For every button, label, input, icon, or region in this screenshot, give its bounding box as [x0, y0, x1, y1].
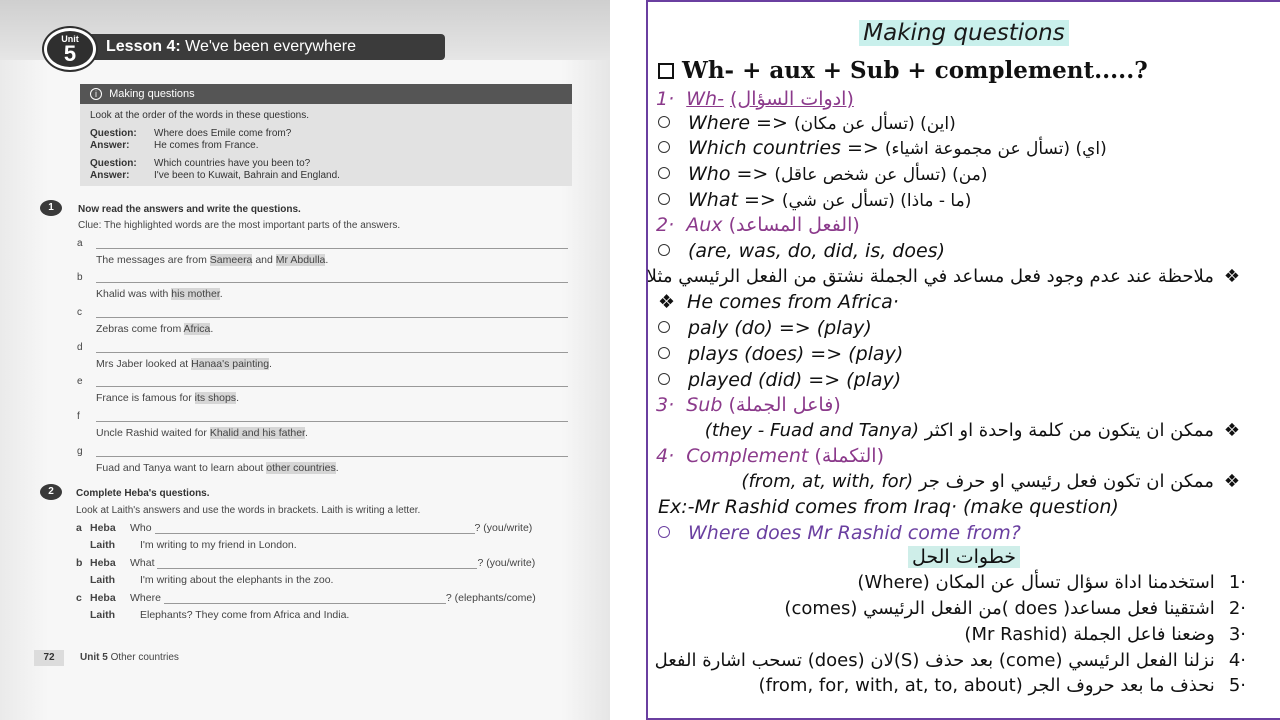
bullet-circle-icon: [658, 526, 670, 538]
answer-text-part: Fuad and Tanya want to learn about: [96, 462, 267, 474]
question-hint: ? (you/write): [474, 522, 533, 534]
question-letter: b: [76, 557, 83, 569]
answer-text-part: .: [210, 323, 214, 335]
answer-text-part: .: [304, 427, 308, 439]
info-box-body: [80, 104, 572, 188]
workbook-page: [0, 0, 610, 720]
answer-text-part: and: [252, 254, 276, 266]
diamond-bullet-icon: ❖: [658, 291, 676, 313]
step-number: ·1: [1228, 572, 1246, 593]
answer-text-part: Khalid was with: [96, 288, 172, 300]
highlighted-word: its shops: [194, 392, 237, 404]
footer-unit: Unit 5: [80, 652, 108, 663]
lesson-name: We've been everywhere: [185, 38, 356, 55]
speaker-laith: Laith: [90, 539, 116, 551]
exercise-1-number: 1: [40, 200, 62, 216]
answer-line[interactable]: [96, 282, 568, 283]
answer-text-part: Uncle Rashid waited for: [96, 427, 210, 439]
answer-letter: e: [77, 376, 83, 387]
wh-word: Where =>: [688, 112, 788, 134]
lesson-label: Lesson 4:: [106, 38, 181, 55]
highlighted-word: Mr Abdulla: [275, 254, 326, 266]
wh-item: [658, 137, 1280, 159]
laith-answer: [90, 574, 333, 586]
section-complement: 4· Complement (التكملة): [656, 445, 885, 467]
section-wh: 1· Wh- (ادوات السؤال): [656, 88, 854, 110]
laith-answer-text: I'm writing about the elephants in the zoo.: [140, 574, 334, 586]
bullet-circle-icon: [658, 244, 670, 256]
question-letter: c: [76, 592, 82, 604]
answer-text-part: France is famous for: [96, 392, 195, 404]
info-intro: Look at the order of the words in these questions.: [90, 110, 310, 121]
step-number: ·2: [1228, 598, 1246, 619]
exercise-1-clue: Clue: The highlighted words are the most important parts of the answers.: [78, 220, 401, 231]
wh-item: [658, 189, 1280, 211]
section-aux: 2· Aux (الفعل المساعد): [656, 214, 860, 236]
bullet-circle-icon: [658, 167, 670, 179]
answer-letter: b: [77, 272, 83, 283]
bullet-circle-icon: [658, 373, 670, 385]
bullet-circle-icon: [658, 116, 670, 128]
step-number: ·3: [1228, 624, 1246, 645]
bullet-circle-icon: [658, 347, 670, 359]
question-start: Where: [130, 592, 161, 604]
section-sub: 3· Sub (فاعل الجملة): [656, 394, 841, 416]
laith-answer: [90, 609, 349, 621]
lesson-title: [106, 38, 356, 56]
diamond-bullet-icon: ❖: [1223, 420, 1240, 441]
answer-text: [96, 358, 272, 370]
answer-line[interactable]: [96, 421, 568, 422]
answer-letter: f: [77, 411, 80, 422]
highlighted-word: his mother: [171, 288, 220, 300]
step-text: استخدمنا اداة سؤال تسأل عن المكان (Where): [857, 572, 1215, 593]
unit-badge: [44, 28, 96, 70]
steps-title: خطوات الحل: [648, 546, 1280, 568]
wh-word: Which countries =>: [688, 137, 879, 159]
unit-word: Unit: [61, 34, 79, 44]
notes-title: Making questions: [648, 20, 1280, 46]
aux-derivation: [658, 343, 1280, 365]
answer-line[interactable]: [96, 317, 568, 318]
solution-step: [759, 675, 1246, 696]
solution-step: [784, 598, 1246, 619]
example-sentence: Ex:-Mr Rashid comes from Iraq· (make question): [658, 496, 1119, 518]
solution-step: [857, 572, 1246, 593]
answer-letter: c: [77, 307, 82, 318]
answer-text-part: .: [269, 358, 272, 370]
wh-meaning: (اي) (تسأل عن مجموعة اشياء): [884, 139, 1107, 159]
speaker-heba: Heba: [90, 522, 116, 534]
answer-text-part: .: [219, 288, 223, 300]
speaker-heba: Heba: [90, 592, 116, 604]
info-box-header: [80, 84, 572, 104]
bullet-circle-icon: [658, 193, 670, 205]
laith-answer-text: Elephants? They come from Africa and India.: [140, 609, 350, 621]
example-answer: Where does Mr Rashid come from?: [658, 522, 1280, 544]
answer-line[interactable]: [96, 386, 568, 387]
question-hint: ? (you/write): [477, 557, 536, 569]
page-footer: [80, 652, 179, 663]
aux-derivation-text: paly (do) => (play): [688, 317, 872, 339]
bullet-circle-icon: [658, 321, 670, 333]
notes-panel: [646, 0, 1280, 720]
answer-text: [96, 254, 328, 266]
step-text: نحذف ما بعد حروف الجر (from, for, with, at, to, about): [758, 675, 1215, 696]
question-start: Who: [130, 522, 152, 534]
solution-step: [964, 624, 1246, 645]
diamond-bullet-icon: ❖: [1223, 471, 1240, 492]
formula: Wh- + aux + Sub + complement.....?: [658, 57, 1280, 84]
aux-derivation: [658, 369, 1280, 391]
highlighted-word: Khalid and his father: [209, 427, 305, 439]
answer-text: [96, 462, 339, 474]
heba-question: [76, 592, 536, 604]
unit-number: 5: [63, 41, 77, 66]
answer-letter: g: [77, 446, 83, 457]
answer-text: [96, 392, 239, 404]
speaker-laith: Laith: [90, 609, 116, 621]
exercise-2-number: 2: [40, 484, 62, 500]
answer-text-part: The messages are from: [96, 254, 210, 266]
example-question-2: Question: Which countries have you been to?: [90, 158, 311, 169]
step-number: ·5: [1228, 675, 1246, 696]
speaker-heba: Heba: [90, 557, 116, 569]
example-answer-1: Answer: He comes from France.: [90, 140, 259, 151]
page-divider: [632, 0, 646, 720]
diamond-bullet-icon: ❖: [1223, 266, 1240, 287]
aux-items: (are, was, do, did, is, does): [658, 240, 1280, 262]
answer-text: [96, 288, 223, 300]
question-start: What: [130, 557, 155, 569]
exercise-2-title: Complete Heba's questions.: [76, 488, 210, 499]
answer-text-part: .: [236, 392, 239, 404]
answer-text: [96, 427, 308, 439]
question-answer-line[interactable]: [155, 533, 475, 534]
laith-answer: [90, 539, 297, 551]
footer-title: Other countries: [110, 652, 179, 663]
solution-step: [655, 650, 1246, 671]
aux-derivation: [658, 317, 1280, 339]
question-hint: ? (elephants/come): [445, 592, 536, 604]
wh-meaning: (ما - ماذا) (تسأل عن شي): [781, 191, 972, 211]
heba-question: [76, 522, 532, 534]
step-text: نزلنا الفعل الرئيسي (come) بعد حذف (S)لان (does) تسحب اشارة الفعل: [654, 650, 1215, 671]
aux-note: ❖ملاحظة عند عدم وجود فعل مساعد في الجملة نشتق من الفعل الرئيسي مثلا: [646, 266, 1240, 287]
checkbox-icon: [658, 63, 674, 79]
answer-letter: d: [77, 342, 83, 353]
answer-text-part: .: [335, 462, 339, 474]
question-answer-line[interactable]: [157, 568, 477, 569]
answer-text-part: .: [325, 254, 329, 266]
page-number: 72: [34, 650, 64, 666]
info-box-title: Making questions: [109, 88, 195, 100]
highlighted-word: Hanaa's painting: [191, 358, 270, 370]
answer-line[interactable]: [96, 248, 568, 249]
info-icon: i: [90, 88, 102, 100]
heba-question: [76, 557, 535, 569]
highlighted-word: Africa: [183, 323, 211, 335]
step-text: اشتقينا فعل مساعد( does )من الفعل الرئيسي (comes): [784, 598, 1215, 619]
answer-line[interactable]: [96, 352, 568, 353]
highlighted-word: other countries: [266, 462, 336, 474]
aux-derivation-text: played (did) => (play): [688, 369, 902, 391]
step-text: وضعنا فاعل الجملة (Mr Rashid): [964, 624, 1215, 645]
highlighted-word: Sameera: [209, 254, 253, 266]
question-answer-line[interactable]: [164, 603, 446, 604]
wh-item: [658, 112, 1280, 134]
speaker-laith: Laith: [90, 574, 116, 586]
question-letter: a: [76, 522, 82, 534]
exercise-2-instruction: Look at Laith's answers and use the words in brackets. Laith is writing a letter.: [76, 505, 421, 516]
answer-line[interactable]: [96, 456, 568, 457]
example-answer-2: Answer: I've been to Kuwait, Bahrain and England.: [90, 170, 340, 181]
bullet-circle-icon: [658, 141, 670, 153]
answer-text-part: Mrs Jaber looked at: [96, 358, 192, 370]
wh-item: [658, 163, 1280, 185]
wh-word: Who =>: [688, 163, 769, 185]
example-question-1: Question: Where does Emile come from?: [90, 128, 292, 139]
laith-answer-text: I'm writing to my friend in London.: [140, 539, 297, 551]
answer-text-part: Zebras come from: [96, 323, 184, 335]
answer-text: [96, 323, 213, 335]
wh-word: What =>: [688, 189, 776, 211]
exercise-1-title: Now read the answers and write the questions.: [78, 204, 301, 215]
wh-meaning: (من) (تسأل عن شخص عاقل): [774, 165, 988, 185]
sub-note: ❖ممكن ان يتكون من كلمة واحدة او اكثر (they - Fuad and Tanya): [704, 420, 1240, 441]
wh-meaning: (اين) (تسأل عن مكان): [793, 114, 956, 134]
info-box: [80, 84, 572, 186]
aux-example: ❖ He comes from Africa·: [658, 291, 899, 313]
aux-derivation-text: plays (does) => (play): [688, 343, 904, 365]
step-number: ·4: [1228, 650, 1246, 671]
complement-note: ❖ممكن ان تكون فعل رئيسي او حرف جر (from, at, with, for): [741, 471, 1240, 492]
answer-letter: a: [77, 238, 83, 249]
